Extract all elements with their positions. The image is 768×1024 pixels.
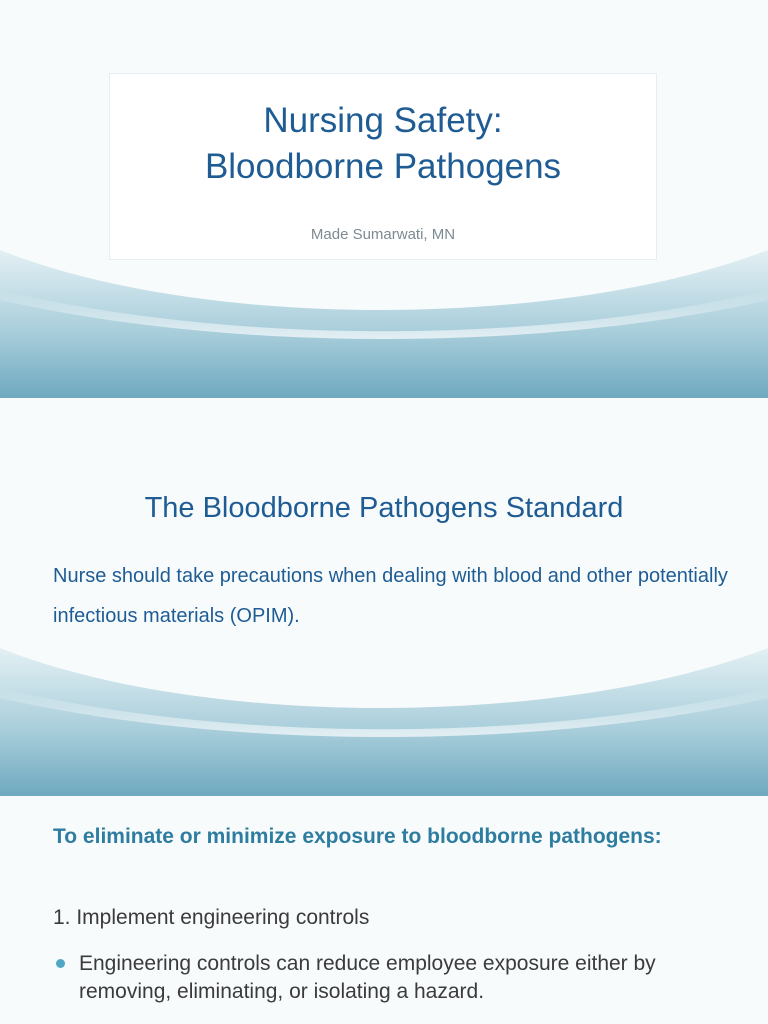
bullet-text: Engineering controls can reduce employee exposure either by removing, eliminating, or isolating a hazard. [79,952,656,1003]
presentation-title [110,98,656,190]
bullet-dot-icon [56,959,65,968]
title-line-2: Bloodborne Pathogens [204,147,562,186]
slide-body-text: Nurse should take precautions when dealing with blood and other potentially infectious materials (OPIM). [53,565,728,627]
slide-standard [0,398,768,796]
author-subtitle: Made Sumarwati, MN [310,226,456,243]
title-line-1: Nursing Safety: [263,101,503,140]
title-box [109,73,657,260]
slide-controls [0,796,768,1024]
list-item: 1. Implement engineering controls [53,906,370,929]
bullet-item [53,950,733,1006]
slide-title: The Bloodborne Pathogens Standard [144,492,624,525]
slide-heading: To eliminate or minimize exposure to bloodborne pathogens: [53,825,662,848]
slide-title [0,0,768,398]
